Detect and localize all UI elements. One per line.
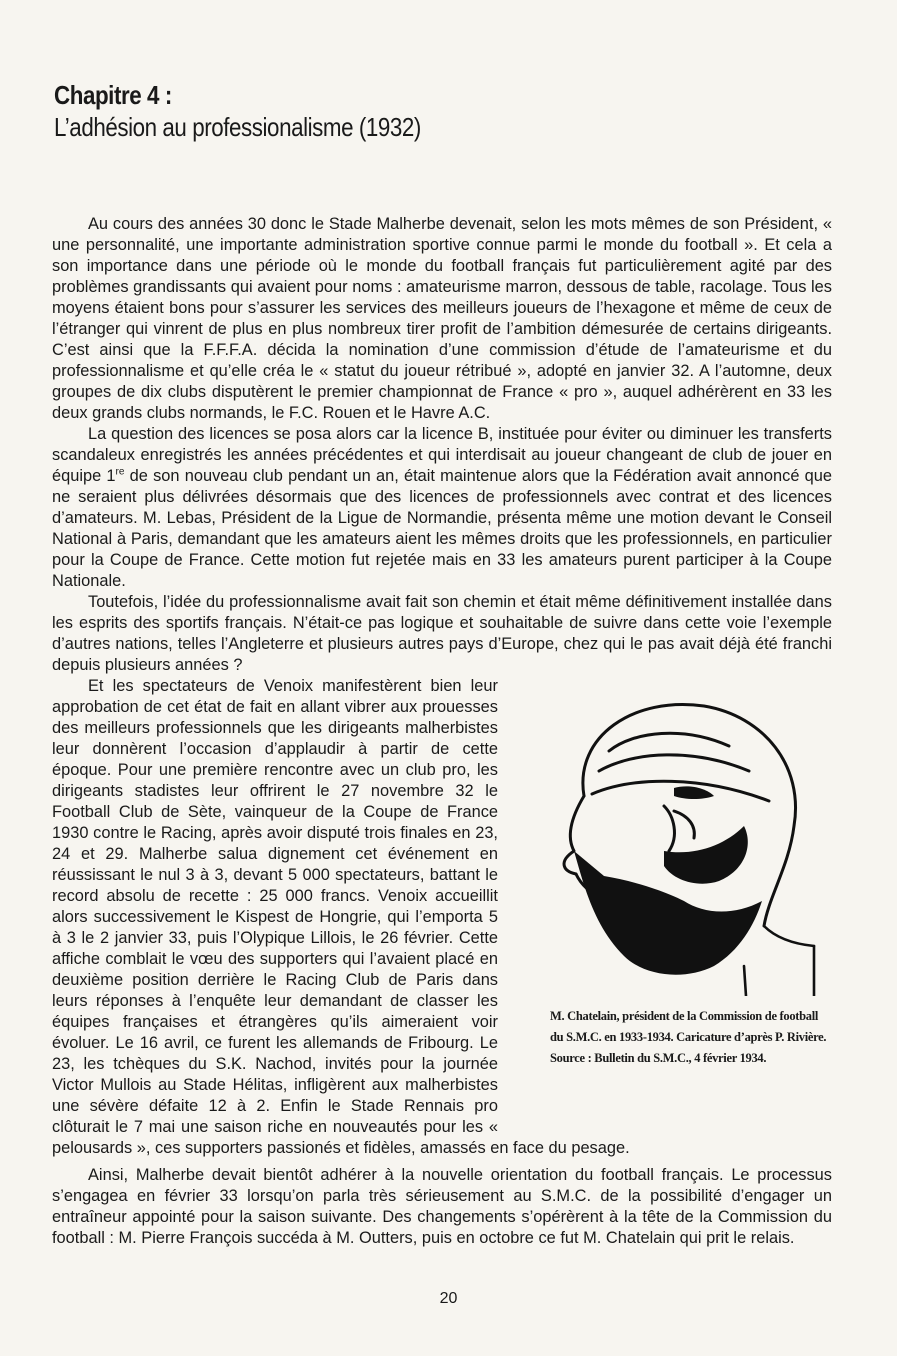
paragraph-1: Au cours des années 30 donc le Stade Malherbe devenait, selon les mots mêmes de son Président, « une personnalité, une importante administration sportive connue parmi le monde du football ». Et cela a son importance dans une période où le monde du football français fut particulièrement agité par des problèmes grandissants qui avaient pour noms : amateurisme marron, dessous de table, racolage. Tous les moyens étaient bons pour s’assurer les services des meilleurs joueurs de l’hexagone et même de ceux de l’étranger qui vinrent de plus en plus nombreux tirer profit de l’ambition démesurée de certains dirigeants. C’est ainsi que la F.F.F.A. décida la nomination d’une commission d’étude de l’amateurisme et du professionnalisme et qu’elle créa le « statut du joueur rétribué », adopté en janvier 32. A l’automne, deux groupes de dix clubs disputèrent le premier championnat de France « pro », auquel adhérèrent en 33 les deux grands clubs normands, le F.C. Rouen et le Havre A.C. [52,215,832,422]
paragraph-2: La question des licences se posa alors car la licence B, instituée pour éviter ou diminuer les transferts scandaleux enregistrés les années précédentes et qui interdisait au joueur changeant de club de jouer en équipe 1re de son nouveau club pendant un an, était maintenue alors que la Fédération avait annoncé que ne seraient plus délivrées désormais que des licences de professionnels avec contrat et des licences d’amateurs. M. Lebas, Président de la Ligue de Normandie, présenta même une motion devant le Conseil National à Paris, demandant que les amateurs aient les mêmes droits que les professionnels, en particulier pour la Coupe de France. Cette motion fut rejetée mais en 33 les amateurs purent participer à la Coupe Nationale. [52,425,832,590]
paragraph-5: Ainsi, Malherbe devait bientôt adhérer à la nouvelle orientation du football français. Le processus s’engagea en février 33 lorsqu’on parla très sérieusement au S.M.C. de la possibilité d’engager un entraîneur appointé pour la saison suivante. Des changements s’opérèrent à la tête de la Commission du football : M. Pierre François succéda à M. Outters, puis en octobre ce fut M. Chatelain qui prit le relais. [52,1166,832,1247]
caricature-figure [514,676,832,1126]
body-text [52,214,832,1249]
chapter-title: L’adhésion au professionalisme (1932) [54,112,421,142]
paragraph-4: M. Chatelain, président de la Commission de football du S.M.C. en 1933-1934. Caricature d’après P. Rivière. Source : Bulletin du S.M.C., 4 février 1934. Et les spectateurs de Venoix manifestèrent bien leur approbation de cet état de fait en allant vibrer aux prouesses des meilleurs professionnels que les dirigeants malherbistes leur donnèrent l’occasion d’applaudir à partir de cette époque. Pour une première rencontre avec un club pro, les dirigeants stadistes leur offrirent le 27 novembre 32 le Football Club de Sète, vainqueur de la Coupe de France 1930 contre le Racing, après avoir disputé trois finales en 23, 24 et 29. Malherbe salua dignement cet événement en réussissant le nul 3 à 3, devant 5 000 spectateurs, battant le record absolu de recette : 25 000 francs. Venoix accueillit alors successivement le Kispest de Hongrie, qui l’emporta 5 à 3 le 2 janvier 33, puis l’Olypique Lillois, le 26 février. Cette affiche comblait le vœu des supporters qui l’avaient placé en deuxième position derrière le Racing Club de Paris dans leurs réponses à l’enquête leur demandant de classer les équipes françaises et étrangères qu’ils aimeraient voir évoluer. Le 16 avril, ce furent les allemands de Fribourg. Le 23, les tchèques du S.K. Nachod, invités pour la journée Victor Mullois au Stade Hélitas, infligèrent aux malherbistes une sévère défaite 12 à 2. Enfin le Stade Rennais pro clôturait le 7 mai une saison riche en nouveautés pour les « pelousards », ces supporters passionés et fidèles, amassés en face du pesage. [52,676,832,1159]
figure-caption: M. Chatelain, président de la Commission de football du S.M.C. en 1933-1934. Caricature d’après P. Rivière. Source : Bulletin du S.M.C., 4 février 1934. [550,1009,827,1065]
chapter-number: Chapitre 4 : [54,80,172,110]
page-number: 20 [439,1290,458,1307]
paragraph-3: Toutefois, l’idée du professionnalisme avait fait son chemin et était même définitivement installée dans les esprits des sportifs français. N’était-ce pas logique et souhaitable de suivre dans cette voie l’exemple d’autres nations, telles l’Angleterre et plusieurs autres pays d’Europe, chez qui le pas avait déjà été franchi depuis plusieurs années ? [52,593,832,674]
caricature-drawing [514,676,832,996]
